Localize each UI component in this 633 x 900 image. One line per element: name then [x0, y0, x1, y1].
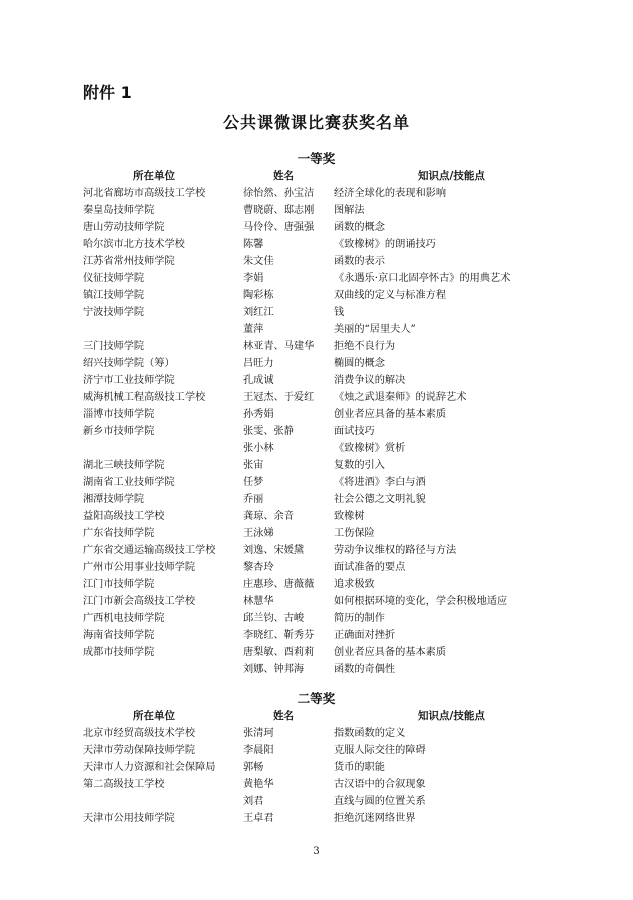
cell-unit: 第二高级技工学校	[83, 779, 165, 790]
cell-topic: 创业者应具备的基本素质	[334, 409, 447, 420]
cell-unit: 江门市新会高级技工学校	[83, 596, 196, 607]
cell-topic: 工伤保险	[334, 528, 375, 539]
cell-name: 孙秀娟	[243, 409, 274, 420]
cell-name: 庄惠珍、唐薇薇	[243, 579, 315, 590]
cell-name: 邱兰钧、古峻	[243, 613, 305, 624]
cell-name: 郭畅	[243, 762, 264, 773]
page-title: 公共课微课比赛获奖名单	[222, 113, 410, 132]
table-row	[0, 457, 633, 474]
table-row	[0, 776, 633, 793]
table-row	[0, 304, 633, 321]
cell-topic: 面试技巧	[334, 426, 375, 437]
table-row	[0, 610, 633, 627]
cell-unit: 北京市经贸高级技术学校	[83, 728, 196, 739]
table-row	[0, 338, 633, 355]
cell-name: 黎杏玲	[243, 562, 274, 573]
header-unit: 所在单位	[133, 170, 175, 182]
cell-unit: 绍兴技师学院（筹）	[83, 358, 175, 369]
cell-topic: 克服人际交往的障碍	[334, 745, 426, 756]
table-row	[0, 287, 633, 304]
table-row	[0, 742, 633, 759]
cell-topic: 双曲线的定义与标准方程	[334, 290, 447, 301]
cell-topic: 《永遇乐·京口北固亭怀古》的用典艺术	[334, 273, 511, 284]
cell-name: 刘娜、钟邦海	[243, 664, 305, 675]
cell-name: 张宙	[243, 460, 264, 471]
cell-name: 曹晓蔚、邸志刚	[243, 205, 315, 216]
cell-topic: 创业者应具备的基本素质	[334, 647, 447, 658]
cell-topic: 复数的引入	[334, 460, 385, 471]
cell-unit: 淄博市技师学院	[83, 409, 155, 420]
table-row	[0, 202, 633, 219]
cell-name: 任梦	[243, 477, 264, 488]
cell-topic: 直线与圆的位置关系	[334, 796, 426, 807]
cell-unit: 宁波技师学院	[83, 307, 145, 318]
header-name: 姓名	[273, 170, 294, 182]
cell-name: 李晓红、靳秀芬	[243, 630, 315, 641]
cell-topic: 《烛之武退秦师》的说辞艺术	[334, 392, 467, 403]
cell-unit: 三门技师学院	[83, 341, 145, 352]
table-row	[0, 525, 633, 542]
cell-topic: 拒绝沉迷网络世界	[334, 813, 416, 824]
table-row	[0, 321, 633, 338]
cell-name: 王泳娣	[243, 528, 274, 539]
cell-name: 乔丽	[243, 494, 264, 505]
cell-name: 林慧华	[243, 596, 274, 607]
table-row	[0, 423, 633, 440]
cell-topic: 《致橡树》赏析	[334, 443, 406, 454]
cell-unit: 天津市劳动保障技师学院	[83, 745, 196, 756]
award-rows	[0, 185, 633, 678]
table-row	[0, 559, 633, 576]
cell-topic: 社会公德之文明礼貌	[334, 494, 426, 505]
cell-name: 黄艳华	[243, 779, 274, 790]
cell-name: 马伶伶、唐强强	[243, 222, 315, 233]
header-name: 姓名	[273, 710, 294, 722]
cell-unit: 河北省廊坊市高级技工学校	[83, 188, 206, 199]
cell-name: 张小林	[243, 443, 274, 454]
cell-name: 林亚青、马建华	[243, 341, 315, 352]
cell-topic: 货币的职能	[334, 762, 385, 773]
table-row	[0, 236, 633, 253]
header-topic: 知识点/技能点	[418, 710, 485, 722]
first-prize-section	[0, 150, 633, 678]
cell-topic: 致橡树	[334, 511, 365, 522]
cell-topic: 《致橡树》的朗诵技巧	[334, 239, 436, 250]
cell-unit: 成都市技师学院	[83, 647, 155, 658]
table-row	[0, 185, 633, 202]
cell-unit: 江门市技师学院	[83, 579, 155, 590]
cell-name: 龚琼、余音	[243, 511, 294, 522]
cell-unit: 广东省技师学院	[83, 528, 155, 539]
header-topic: 知识点/技能点	[418, 170, 485, 182]
cell-name: 陈馨	[243, 239, 264, 250]
cell-name: 李娟	[243, 273, 264, 284]
table-row	[0, 440, 633, 457]
cell-unit: 江苏省常州技师学院	[83, 256, 175, 267]
cell-topic: 拒绝不良行为	[334, 341, 396, 352]
section-title: 一等奖	[297, 151, 336, 166]
cell-name: 李晨阳	[243, 745, 274, 756]
cell-unit: 秦皇岛技师学院	[83, 205, 155, 216]
cell-name: 王冠杰、于爱红	[243, 392, 315, 403]
cell-topic: 劳动争议维权的路径与方法	[334, 545, 457, 556]
cell-unit: 广西机电技师学院	[83, 613, 165, 624]
table-row	[0, 355, 633, 372]
cell-unit: 威海机械工程高级技工学校	[83, 392, 206, 403]
cell-topic: 函数的概念	[334, 222, 385, 233]
cell-unit: 新乡市技师学院	[83, 426, 155, 437]
cell-topic: 如何根据环境的变化，学会积极地适应	[334, 596, 508, 607]
cell-unit: 仪征技师学院	[83, 273, 145, 284]
table-row	[0, 725, 633, 742]
cell-topic: 函数的表示	[334, 256, 385, 267]
table-row	[0, 389, 633, 406]
cell-unit: 天津市人力资源和社会保障局	[83, 762, 216, 773]
cell-unit: 湘潭技师学院	[83, 494, 145, 505]
cell-unit: 镇江技师学院	[83, 290, 145, 301]
table-row	[0, 253, 633, 270]
second-prize-section	[0, 690, 633, 827]
cell-name: 唐梨敏、酉莉莉	[243, 647, 315, 658]
table-row	[0, 491, 633, 508]
cell-topic: 正确面对挫折	[334, 630, 396, 641]
table-row	[0, 627, 633, 644]
cell-topic: 美丽的“居里夫人”	[334, 324, 416, 335]
cell-name: 张雯、张静	[243, 426, 294, 437]
cell-topic: 椭圆的概念	[334, 358, 385, 369]
cell-unit: 湖南省工业技师学院	[83, 477, 175, 488]
page-number: 3	[313, 846, 320, 857]
cell-name: 张清珂	[243, 728, 274, 739]
cell-name: 刘红江	[243, 307, 274, 318]
cell-name: 陶彩栋	[243, 290, 274, 301]
table-row	[0, 372, 633, 389]
cell-name: 王卓君	[243, 813, 274, 824]
cell-topic: 古汉语中的合叙现象	[334, 779, 426, 790]
appendix-label: 附件 1	[83, 83, 132, 102]
table-row	[0, 576, 633, 593]
cell-unit: 天津市公用技师学院	[83, 813, 175, 824]
table-row	[0, 270, 633, 287]
cell-name: 孔成诚	[243, 375, 274, 386]
table-row	[0, 406, 633, 423]
cell-unit: 哈尔滨市北方技术学校	[83, 239, 185, 250]
table-row	[0, 219, 633, 236]
cell-name: 吕旺力	[243, 358, 274, 369]
cell-topic: 面试准备的要点	[334, 562, 406, 573]
cell-name: 刘君	[243, 796, 264, 807]
cell-unit: 湖北三峡技师学院	[83, 460, 165, 471]
cell-unit: 广州市公用事业技师学院	[83, 562, 196, 573]
table-row	[0, 644, 633, 661]
table-row	[0, 542, 633, 559]
cell-name: 徐怡然、孙宝洁	[243, 188, 315, 199]
cell-topic: 图解法	[334, 205, 365, 216]
cell-topic: 《将进酒》李白与酒	[334, 477, 426, 488]
table-row	[0, 793, 633, 810]
section-title: 二等奖	[297, 691, 336, 706]
table-row	[0, 759, 633, 776]
cell-topic: 函数的奇偶性	[334, 664, 396, 675]
table-row	[0, 508, 633, 525]
cell-unit: 海南省技师学院	[83, 630, 155, 641]
cell-topic: 追求极致	[334, 579, 375, 590]
table-header	[0, 168, 633, 185]
cell-topic: 消费争议的解决	[334, 375, 406, 386]
cell-topic: 指数函数的定义	[334, 728, 406, 739]
cell-name: 刘逸、宋媛黛	[243, 545, 305, 556]
cell-topic: 简历的制作	[334, 613, 385, 624]
cell-unit: 济宁市工业技师学院	[83, 375, 175, 386]
award-rows	[0, 725, 633, 827]
cell-name: 董萍	[243, 324, 264, 335]
table-row	[0, 810, 633, 827]
table-row	[0, 593, 633, 610]
cell-topic: 钱	[334, 307, 345, 318]
cell-name: 朱文佳	[243, 256, 274, 267]
cell-unit: 益阳高级技工学校	[83, 511, 165, 522]
cell-unit: 广东省交通运输高级技工学校	[83, 545, 216, 556]
header-unit: 所在单位	[133, 710, 175, 722]
cell-topic: 经济全球化的表现和影响	[334, 188, 447, 199]
table-row	[0, 661, 633, 678]
table-row	[0, 474, 633, 491]
cell-unit: 唐山劳动技师学院	[83, 222, 165, 233]
table-header	[0, 708, 633, 725]
